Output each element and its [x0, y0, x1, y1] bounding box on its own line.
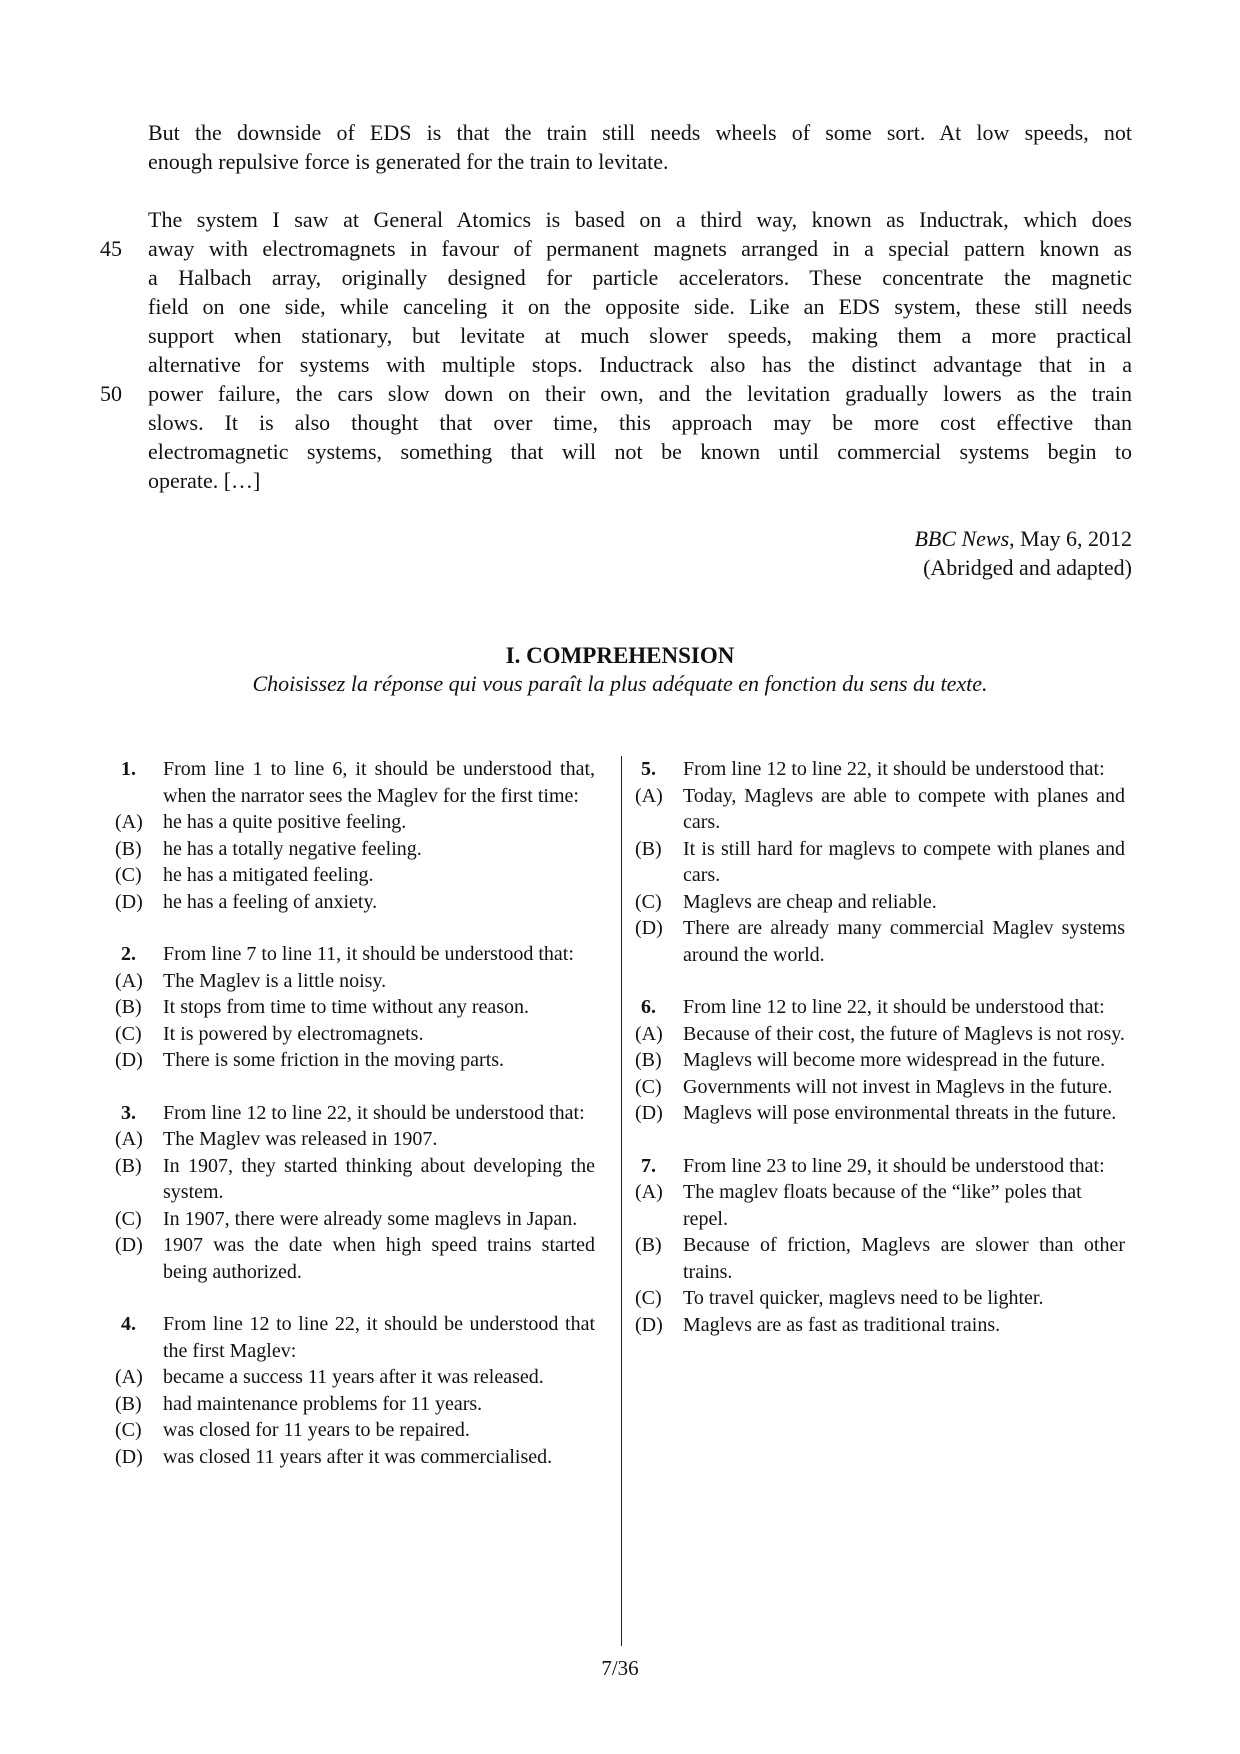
option-text: It is still hard for maglevs to compete with planes and cars.	[683, 837, 1125, 886]
source-date: , May 6, 2012	[1009, 526, 1132, 551]
question-number: 2.	[121, 943, 136, 965]
passage-paragraph-2	[148, 205, 1132, 495]
option-text: In 1907, they started thinking about developing the system.	[163, 1154, 595, 1203]
question-3	[115, 1100, 595, 1286]
option-label: (D)	[635, 1313, 663, 1336]
option-text: Maglevs are cheap and reliable.	[683, 890, 937, 913]
line-number-45: 45	[100, 236, 122, 261]
option-text: There is some friction in the moving parts.	[163, 1049, 505, 1071]
option-text: The Maglev was released in 1907.	[163, 1128, 438, 1150]
option-label: (C)	[115, 1207, 142, 1230]
passage-line: The system I saw at General Atomics is based on a third way, known as Inductrak, which does	[148, 207, 1132, 232]
option-text: It stops from time to time without any reason.	[163, 996, 530, 1018]
option-text: It is powered by electromagnets.	[163, 1022, 424, 1045]
question-5	[635, 756, 1125, 968]
section-instruction: Choisissez la réponse qui vous paraît la plus adéquate en fonction du sens du texte.	[252, 671, 988, 696]
option-text: The maglev floats because of the “like” poles that repel.	[683, 1181, 1082, 1230]
option-text: To travel quicker, maglevs need to be lighter.	[683, 1287, 1044, 1309]
option-label: (C)	[115, 864, 142, 886]
passage-line: slows. It is also thought that over time, this approach may be more cost effective than	[148, 410, 1132, 435]
source-note: (Abridged and adapted)	[923, 555, 1132, 580]
option-text: The Maglev is a little noisy.	[163, 969, 387, 992]
passage-paragraph-1	[148, 118, 1132, 176]
option-label: (A)	[635, 1181, 663, 1203]
option-text: Because of friction, Maglevs are slower than other trains.	[683, 1234, 1125, 1283]
question-2	[115, 941, 595, 1074]
option-label: (B)	[115, 996, 142, 1018]
option-text: had maintenance problems for 11 years.	[163, 1392, 483, 1415]
question-stem: From line 7 to line 11, it should be understood that:	[163, 943, 574, 965]
questions-right-column	[635, 756, 1125, 1364]
option-label: (C)	[635, 1075, 662, 1098]
option-label: (D)	[115, 1234, 143, 1256]
question-stem: From line 12 to line 22, it should be understood that:	[683, 758, 1105, 780]
option-text: 1907 was the date when high speed trains started being authorized.	[163, 1234, 595, 1283]
passage-line: enough repulsive force is generated for the train to levitate.	[148, 149, 669, 174]
source-name: BBC News	[914, 526, 1010, 551]
option-text: There are already many commercial Maglev systems around the world.	[683, 917, 1125, 966]
option-label: (B)	[115, 1154, 142, 1177]
passage-line: operate. […]	[148, 468, 261, 493]
passage-line: support when stationary, but levitate at much slower speeds, making them a more practical	[148, 323, 1132, 348]
option-label: (A)	[115, 1128, 143, 1150]
option-label: (C)	[115, 1022, 142, 1045]
option-label: (C)	[635, 890, 662, 913]
question-number: 4.	[121, 1313, 136, 1335]
option-text: In 1907, there were already some maglevs in Japan.	[163, 1207, 578, 1230]
question-1	[115, 756, 595, 915]
passage-line: field on one side, while canceling it on the opposite side. Like an EDS system, these still needs	[148, 294, 1132, 319]
question-stem: From line 12 to line 22, it should be understood that:	[163, 1101, 585, 1124]
option-text: Maglevs are as fast as traditional trains.	[683, 1313, 1001, 1336]
question-6	[635, 994, 1125, 1127]
option-label: (A)	[635, 1022, 663, 1045]
question-number: 7.	[641, 1154, 656, 1177]
option-label: (D)	[115, 1049, 143, 1071]
question-stem: From line 23 to line 29, it should be understood that:	[683, 1154, 1105, 1177]
question-4	[115, 1311, 595, 1470]
questions-left-column	[115, 756, 595, 1496]
option-text: Because of their cost, the future of Maglevs is not rosy.	[683, 1022, 1125, 1045]
option-label: (D)	[115, 890, 143, 913]
option-label: (B)	[115, 837, 142, 860]
option-label: (A)	[115, 811, 143, 833]
option-text: was closed for 11 years to be repaired.	[163, 1419, 470, 1441]
option-label: (D)	[635, 917, 663, 939]
option-label: (B)	[635, 1234, 662, 1256]
column-divider	[621, 756, 622, 1646]
question-number: 1.	[121, 758, 136, 780]
option-label: (B)	[635, 837, 662, 860]
passage-line: alternative for systems with multiple stops. Inductrack also has the distinct advantage that in a	[148, 352, 1132, 377]
line-number-50: 50	[100, 381, 122, 406]
question-stem: From line 12 to line 22, it should be understood that:	[683, 996, 1105, 1018]
option-text: he has a feeling of anxiety.	[163, 890, 378, 913]
option-text: Governments will not invest in Maglevs in the future.	[683, 1075, 1113, 1098]
section-title: I. COMPREHENSION	[505, 643, 735, 668]
passage-line: power failure, the cars slow down on their own, and the levitation gradually lowers as the train	[148, 381, 1132, 406]
source-attribution	[914, 524, 1132, 582]
option-text: he has a quite positive feeling.	[163, 811, 407, 833]
option-label: (D)	[115, 1445, 143, 1468]
option-label: (A)	[115, 1366, 143, 1388]
option-text: was closed 11 years after it was commercialised.	[163, 1445, 553, 1468]
option-text: Maglevs will become more widespread in the future.	[683, 1049, 1106, 1071]
option-label: (D)	[635, 1102, 663, 1124]
option-label: (A)	[115, 969, 143, 992]
option-text: he has a mitigated feeling.	[163, 864, 374, 886]
option-text: he has a totally negative feeling.	[163, 837, 422, 860]
option-label: (C)	[115, 1419, 142, 1441]
question-7	[635, 1153, 1125, 1339]
question-number: 3.	[121, 1101, 136, 1124]
option-label: (C)	[635, 1287, 662, 1309]
question-number: 6.	[641, 996, 656, 1018]
passage-line: away with electromagnets in favour of permanent magnets arranged in a special pattern known as	[148, 236, 1132, 261]
question-stem: From line 1 to line 6, it should be understood that, when the narrator sees the Maglev for the first time:	[163, 758, 595, 807]
option-label: (B)	[115, 1392, 142, 1415]
option-text: Today, Maglevs are able to compete with planes and cars.	[683, 784, 1125, 833]
option-label: (A)	[635, 784, 663, 807]
option-label: (B)	[635, 1049, 662, 1071]
option-text: Maglevs will pose environmental threats in the future.	[683, 1102, 1117, 1124]
question-stem: From line 12 to line 22, it should be understood that the first Maglev:	[163, 1313, 595, 1362]
passage-line: electromagnetic systems, something that will not be known until commercial systems begin to	[148, 439, 1132, 464]
question-number: 5.	[641, 758, 656, 780]
passage-line: a Halbach array, originally designed for particle accelerators. These concentrate the magnetic	[148, 265, 1132, 290]
page-number: 7/36	[601, 1656, 639, 1680]
option-text: became a success 11 years after it was released.	[163, 1366, 544, 1388]
passage-line: But the downside of EDS is that the train still needs wheels of some sort. At low speeds, not	[148, 120, 1132, 145]
